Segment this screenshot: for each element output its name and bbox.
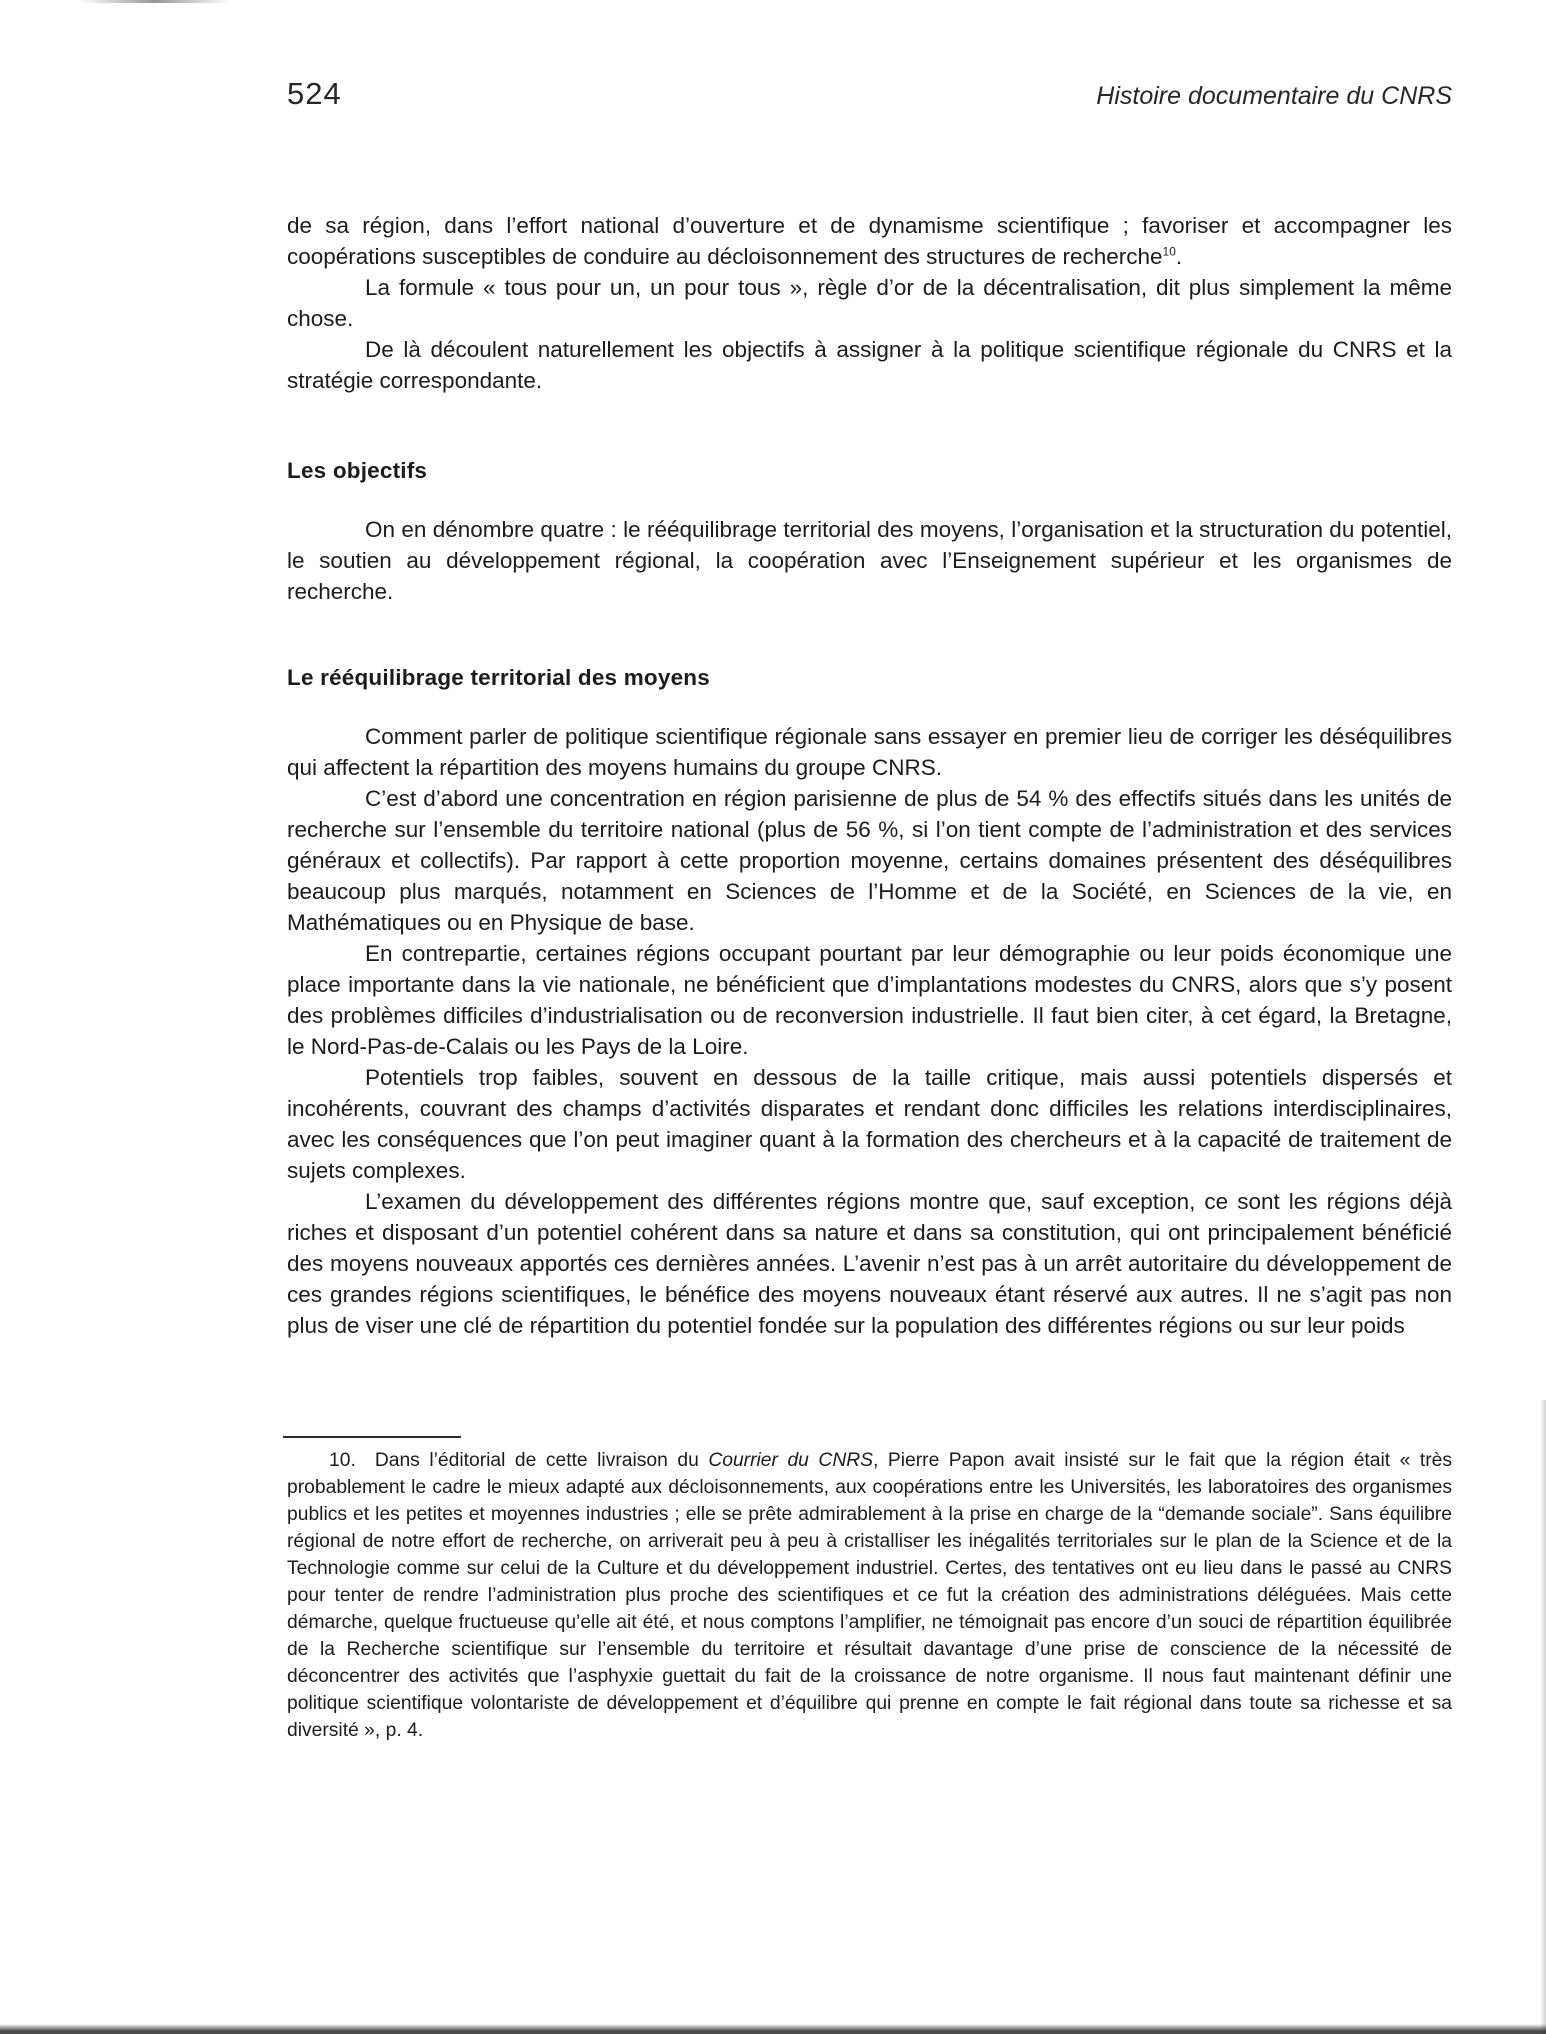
paragraph: En contrepartie, certaines régions occupant pourtant par leur démographie ou leur poids économique une place importante dans la vie nationale, ne bénéficient que d’implantations modestes du CNRS, alors que s’y posent des problèmes difficiles d’industrialisation ou de reconversion industrielle. Il faut bien citer, à cet égard, la Bretagne, le Nord-Pas-de-Calais ou les Pays de la Loire. — [287, 941, 1452, 1059]
main-text — [287, 210, 1452, 1341]
footnote-text: Dans l’éditorial de cette livraison du — [374, 1450, 709, 1471]
paragraph-text: de sa région, dans l’effort national d’ouverture et de dynamisme scientifique ; favoriser et accompagner les coopérations susceptibles de conduire au décloisonnement des structures de recherche — [287, 213, 1452, 269]
footnote-publication-title: Courrier du CNRS — [708, 1450, 874, 1471]
footnote-text: , Pierre Papon avait insisté sur le fait que la région était « très probablement le cadre le mieux adapté aux décloisonnements, aux coopérations entre les Universités, les laboratoires des organismes publics et les petites et moyennes industries ; elle se prête admirablement à la prise en charge de la “demande sociale”. Sans équilibre régional de notre effort de recherche, on arriverait peu à peu à cristalliser les inégalités territoriales sur le plan de la Science et de la Technologie comme sur celui de la Culture et du développement industriel. Certes, des tentatives ont eu lieu dans le passé au CNRS pour tenter de rendre l’administration plus proche des scientifiques et ce fut la création des administrations déléguées. Mais cette démarche, quelque fructueuse qu’elle ait été, et nous comptons l’amplifier, ne témoignait pas encore d’un souci de répartition équilibrée de la Recherche scientifique sur l’ensemble du territoire et résultait davantage d’une prise de conscience de la nécessité de déconcentrer des activités que l’asphyxie guettait du fait de la croissance de notre organisme. Il nous faut maintenant définir une politique scientifique volontariste de développement et d’équilibre qui prenne en compte le fait régional dans toute sa richesse et sa diversité », p. 4. — [287, 1450, 1452, 1741]
footnote-10 — [287, 1447, 1452, 1744]
scan-edge-right — [1540, 1400, 1546, 2034]
footnote-reference[interactable]: 10 — [1162, 244, 1176, 259]
paragraph: C’est d’abord une concentration en région parisienne de plus de 54 % des effectifs situés dans les unités de recherche sur l’ensemble du territoire national (plus de 56 %, si l’on tient compte de l’administration et des services généraux et collectifs). Par rapport à cette proportion moyenne, certains domaines présentent des déséquilibres beaucoup plus marqués, notamment en Sciences de l’Homme et de la Société, en Sciences de la vie, en Mathématiques ou en Physique de base. — [287, 786, 1452, 935]
paragraph: Comment parler de politique scientifique régionale sans essayer en premier lieu de corriger les déséquilibres qui affectent la répartition des moyens humains du groupe CNRS. — [287, 724, 1452, 780]
paragraph: La formule « tous pour un, un pour tous », règle d’or de la décentralisation, dit plus simplement la même chose. — [287, 275, 1452, 331]
footnotes — [287, 1447, 1452, 1744]
scan-edge-bottom — [0, 2024, 1546, 2034]
scan-edge-top — [80, 0, 230, 3]
page-header — [287, 76, 1452, 112]
paragraph-end: . — [1175, 244, 1183, 269]
paragraph: Potentiels trop faibles, souvent en dessous de la taille critique, mais aussi potentiels dispersés et incohérents, couvrant des champs d’activités disparates et rendant donc difficiles les relations interdisciplinaires, avec les conséquences que l’on peut imaginer quant à la formation des chercheurs et à la capacité de traitement de sujets complexes. — [287, 1065, 1452, 1183]
footnote-divider — [283, 1436, 461, 1438]
paragraph-continuation — [287, 210, 1452, 272]
paragraph: L’examen du développement des différentes régions montre que, sauf exception, ce sont les régions déjà riches et disposant d’un potentiel cohérent dans sa nature et dans sa constitution, qui ont principalement bénéficié des moyens nouveaux apportés ces dernières années. L’avenir n’est pas à un arrêt autoritaire du développement de ces grandes régions scientifiques, le bénéfice des moyens nouveaux étant réservé aux autres. Il ne s’agit pas non plus de viser une clé de répartition du potentiel fondée sur la population des différentes régions ou sur leur poids — [287, 1189, 1452, 1338]
section-heading-objectifs: Les objectifs — [287, 458, 428, 483]
footnote-number: 10. — [329, 1450, 356, 1471]
running-title: Histoire documentaire du CNRS — [1096, 82, 1452, 110]
paragraph: De là découlent naturellement les objectifs à assigner à la politique scientifique régionale du CNRS et la stratégie correspondante. — [287, 337, 1452, 393]
section-heading-reequilibrage: Le rééquilibrage territorial des moyens — [287, 665, 710, 690]
page-number: 524 — [287, 76, 342, 111]
paragraph: On en dénombre quatre : le rééquilibrage territorial des moyens, l’organisation et la structuration du potentiel, le soutien au développement régional, la coopération avec l’Enseignement supérieur et les organismes de recherche. — [287, 517, 1452, 604]
